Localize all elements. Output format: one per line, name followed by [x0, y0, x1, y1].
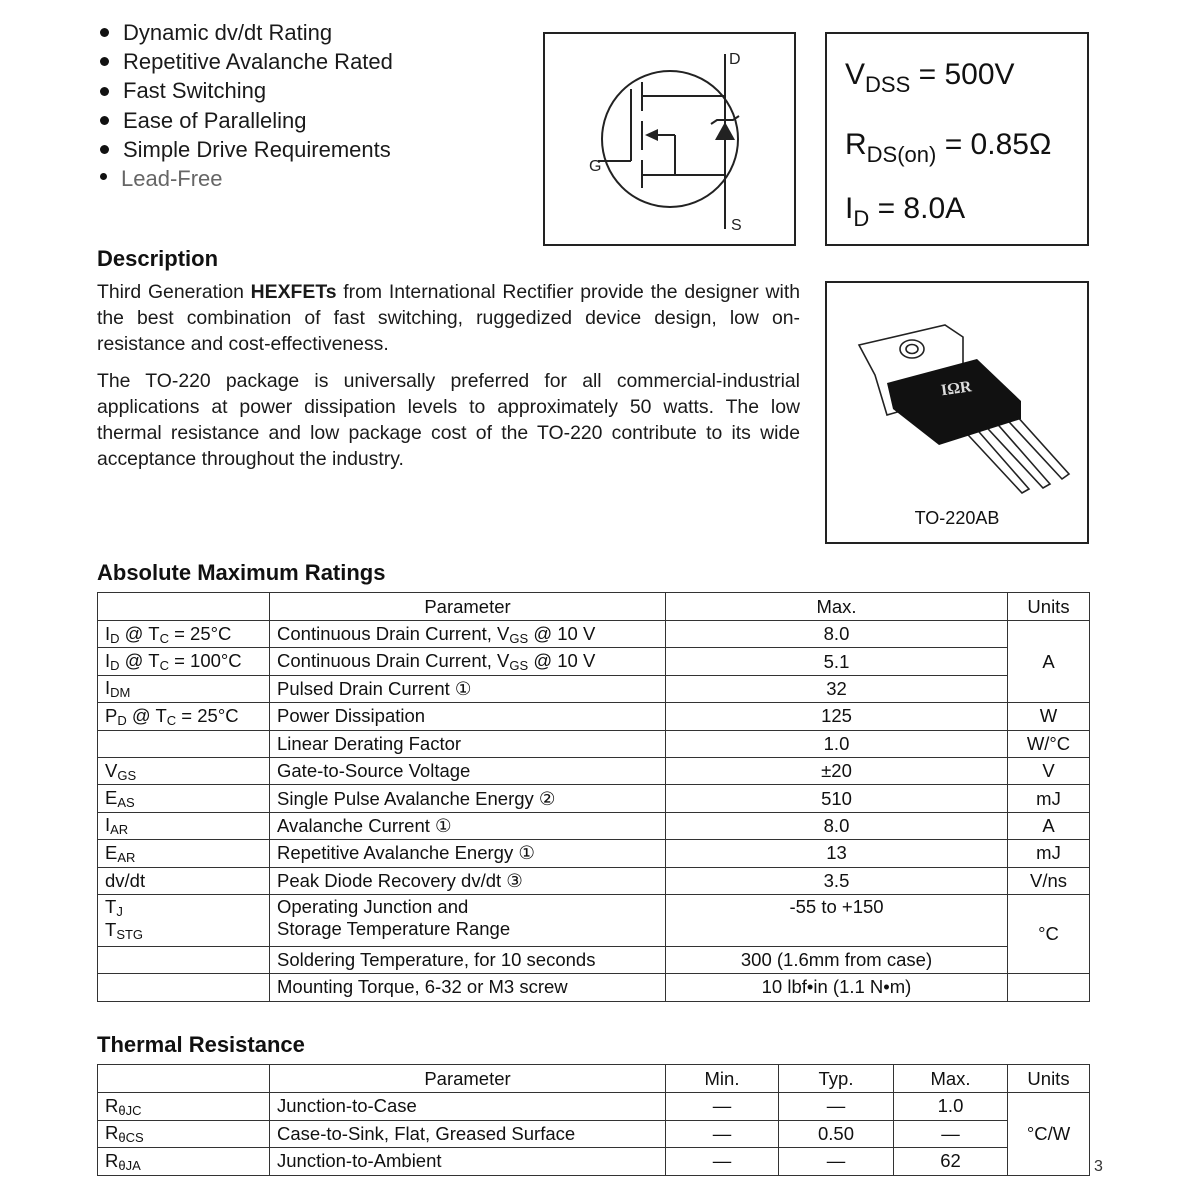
- feature-item: Fast Switching: [97, 76, 393, 105]
- units-cell: W/°C: [1008, 730, 1090, 757]
- parameter-cell: Linear Derating Factor: [270, 730, 666, 757]
- page-number: 3: [1094, 1158, 1103, 1175]
- table-row: [98, 1093, 1090, 1121]
- table-row: [98, 757, 1090, 784]
- symbol-cell: $R_{\theta JC}$: [98, 1093, 270, 1121]
- bullet-icon: [100, 57, 109, 66]
- parameter-cell: Power Dissipation: [270, 703, 666, 730]
- header-max: Max.: [666, 593, 1008, 621]
- header-parameter: Parameter: [270, 1065, 666, 1093]
- symbol-cell: $I_{DM}$: [98, 675, 270, 702]
- header-symbol: [98, 1065, 270, 1093]
- units-cell: V: [1008, 757, 1090, 784]
- min-cell: —: [666, 1093, 779, 1121]
- feature-item: Dynamic dv/dt Rating: [97, 18, 393, 47]
- table-row: [98, 867, 1090, 894]
- parameter-cell: Case-to-Sink, Flat, Greased Surface: [270, 1120, 666, 1148]
- table-row: [98, 894, 1090, 946]
- header-symbol: [98, 593, 270, 621]
- typ-cell: —: [779, 1093, 894, 1121]
- thermal-heading: Thermal Resistance: [97, 1032, 305, 1057]
- parameter-cell: Continuous Drain Current, $V_{GS}$ @ 10 V: [270, 621, 666, 648]
- units-cell: °C/W: [1008, 1093, 1090, 1176]
- units-cell: mJ: [1008, 840, 1090, 867]
- symbol-cell: [98, 974, 270, 1001]
- header-min: Min.: [666, 1065, 779, 1093]
- svg-text:IΩR: IΩR: [939, 378, 973, 400]
- parameter-cell: Peak Diode Recovery dv/dt ③: [270, 867, 666, 894]
- bullet-icon: [100, 87, 109, 96]
- typ-cell: 0.50: [779, 1120, 894, 1148]
- max-cell: 8.0: [666, 621, 1008, 648]
- max-cell: 10 lbf•in (1.1 N•m): [666, 974, 1008, 1001]
- symbol-cell: $I_D$ @ $T_C = 25^\circ C$: [98, 621, 270, 648]
- feature-item-lead-free: Lead-Free: [97, 164, 393, 193]
- header-typ: Typ.: [779, 1065, 894, 1093]
- units-cell: A: [1008, 621, 1090, 703]
- header-units: Units: [1008, 593, 1090, 621]
- parameter-cell: Gate-to-Source Voltage: [270, 757, 666, 784]
- parameter-cell: Soldering Temperature, for 10 seconds: [270, 946, 666, 973]
- parameter-cell: Repetitive Avalanche Energy ①: [270, 840, 666, 867]
- id-spec: $I_D = 8.0A$: [845, 192, 966, 231]
- parameter-cell: Single Pulse Avalanche Energy ②: [270, 785, 666, 812]
- vdss-spec: $V_{DSS} = 500V$: [845, 58, 1015, 97]
- svg-text:D: D: [729, 51, 741, 68]
- description-paragraph: The TO-220 package is universally preferred for all commercial-industrial applications at power dissipation levels to approximately 50 watts. The low thermal resistance and low package cost of the TO-220 contribute to its wide acceptance throughout the industry.: [97, 369, 800, 471]
- rds-on-spec: $R_{DS(on)} = 0.85\Omega$: [845, 128, 1052, 167]
- table-row: [98, 675, 1090, 702]
- units-cell: A: [1008, 812, 1090, 839]
- amr-heading: Absolute Maximum Ratings: [97, 560, 386, 585]
- units-cell: W: [1008, 703, 1090, 730]
- bullet-icon: [100, 28, 109, 37]
- max-cell: ±20: [666, 757, 1008, 784]
- table-row: [98, 840, 1090, 867]
- parameter-cell: Avalanche Current ①: [270, 812, 666, 839]
- symbol-cell: $E_{AR}$: [98, 840, 270, 867]
- feature-item: Simple Drive Requirements: [97, 135, 393, 164]
- bullet-icon: [100, 116, 109, 125]
- symbol-cell: [98, 730, 270, 757]
- max-cell: 1.0: [666, 730, 1008, 757]
- table-row: [98, 1148, 1090, 1176]
- table-row: [98, 946, 1090, 973]
- parameter-cell: Junction-to-Case: [270, 1093, 666, 1121]
- max-cell: 13: [666, 840, 1008, 867]
- parameter-cell: Operating Junction and Storage Temperature Range: [270, 894, 666, 946]
- max-cell: 125: [666, 703, 1008, 730]
- max-cell: 1.0: [894, 1093, 1008, 1121]
- svg-text:G: G: [589, 158, 602, 175]
- bullet-icon: [100, 145, 109, 154]
- description-heading: Description: [97, 246, 219, 271]
- key-specs-box: [825, 32, 1089, 246]
- feature-list: [97, 18, 393, 193]
- table-row: [98, 730, 1090, 757]
- symbol-cell: $E_{AS}$: [98, 785, 270, 812]
- table-row: [98, 703, 1090, 730]
- absolute-maximum-ratings-table: [97, 592, 1090, 1002]
- symbol-cell: $I_D$ @ $T_C = 100^\circ C$: [98, 648, 270, 675]
- svg-text:S: S: [731, 217, 742, 234]
- max-cell: —: [894, 1120, 1008, 1148]
- description-body: [97, 279, 800, 472]
- max-cell: 32: [666, 675, 1008, 702]
- table-row: [98, 974, 1090, 1001]
- units-cell: V/ns: [1008, 867, 1090, 894]
- feature-item: Repetitive Avalanche Rated: [97, 47, 393, 76]
- symbol-cell: [98, 946, 270, 973]
- units-cell: °C: [1008, 894, 1090, 973]
- table-row: [98, 785, 1090, 812]
- max-cell: 510: [666, 785, 1008, 812]
- table-row: [98, 1120, 1090, 1148]
- symbol-cell: $P_D$ @ $T_C = 25^\circ C$: [98, 703, 270, 730]
- symbol-cell: $R_{\theta CS}$: [98, 1120, 270, 1148]
- parameter-cell: Pulsed Drain Current ①: [270, 675, 666, 702]
- table-row: [98, 648, 1090, 675]
- symbol-cell: $I_{AR}$: [98, 812, 270, 839]
- min-cell: —: [666, 1120, 779, 1148]
- header-max: Max.: [894, 1065, 1008, 1093]
- max-cell: 300 (1.6mm from case): [666, 946, 1008, 973]
- mosfet-symbol-box: [543, 32, 796, 246]
- package-label: TO-220AB: [914, 508, 1000, 528]
- table-row: [98, 812, 1090, 839]
- feature-item: Ease of Paralleling: [97, 106, 393, 135]
- table-row: [98, 621, 1090, 648]
- symbol-cell: $R_{\theta JA}$: [98, 1148, 270, 1176]
- max-cell: -55 to +150: [666, 894, 1008, 946]
- header-parameter: Parameter: [270, 593, 666, 621]
- table-header-row: [98, 1065, 1090, 1093]
- max-cell: 8.0: [666, 812, 1008, 839]
- parameter-cell: Continuous Drain Current, $V_{GS}$ @ 10 V: [270, 648, 666, 675]
- max-cell: 3.5: [666, 867, 1008, 894]
- n-channel-mosfet-icon: [545, 34, 794, 244]
- to220-package-icon: [827, 283, 1087, 503]
- units-cell: [1008, 974, 1090, 1001]
- min-cell: —: [666, 1148, 779, 1176]
- units-cell: mJ: [1008, 785, 1090, 812]
- bullet-icon: [100, 173, 107, 180]
- package-box: [825, 281, 1089, 544]
- description-paragraph: Third Generation HEXFETs from International Rectifier provide the designer with the best combination of fast switching, ruggedized device design, low on-resistance and cost-effectiveness.: [97, 281, 800, 356]
- symbol-cell: $T_J$ $T_{STG}$: [98, 894, 270, 946]
- parameter-cell: Junction-to-Ambient: [270, 1148, 666, 1176]
- symbol-cell: dv/dt: [98, 867, 270, 894]
- max-cell: 5.1: [666, 648, 1008, 675]
- typ-cell: —: [779, 1148, 894, 1176]
- parameter-cell: Mounting Torque, 6-32 or M3 screw: [270, 974, 666, 1001]
- header-units: Units: [1008, 1065, 1090, 1093]
- thermal-resistance-table: [97, 1064, 1090, 1176]
- symbol-cell: $V_{GS}$: [98, 757, 270, 784]
- max-cell: 62: [894, 1148, 1008, 1176]
- table-header-row: [98, 593, 1090, 621]
